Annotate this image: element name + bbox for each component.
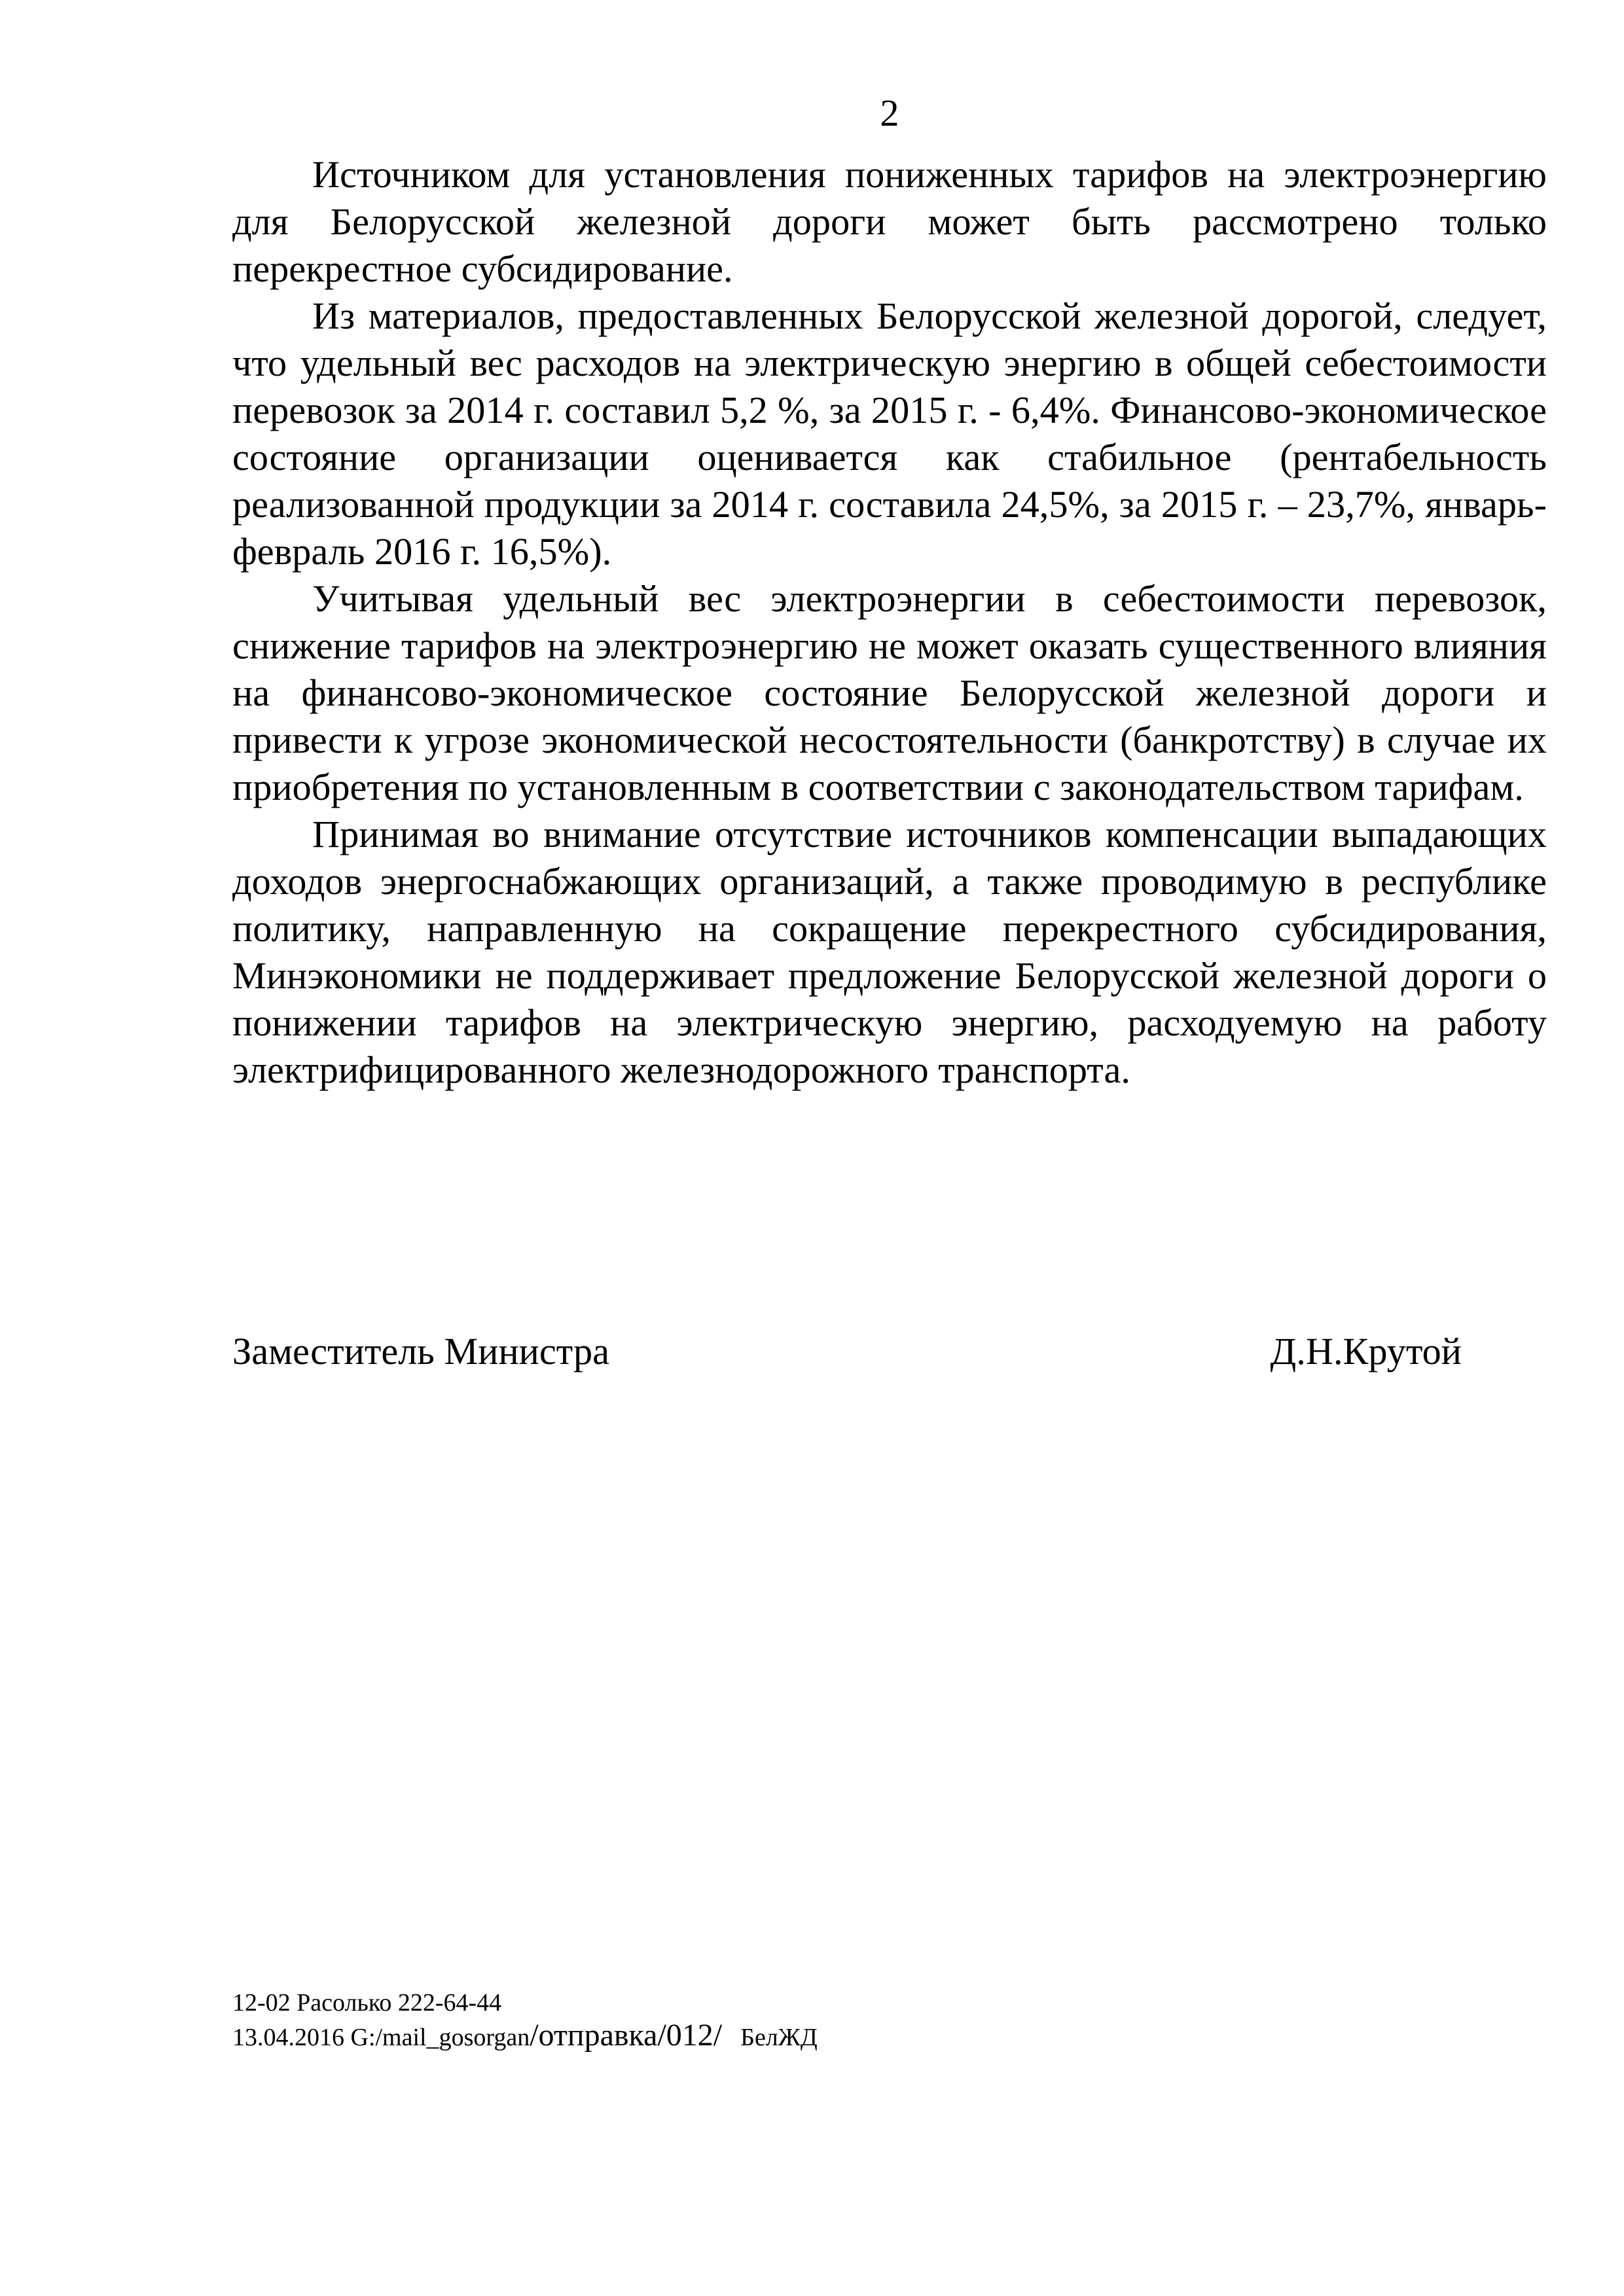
paragraph-cost-share-figures: Из материалов, предоставленных Белорусской железной дорогой, следует, что удельный вес расходов на электрическую энергию в общей себестоимости перевозок за 2014 г. составил 5,2 %, за 2015 г. - 6,4%. Финансово-экономическое состояние организации оценивается как стабильное (рентабельность реализованной продукции за 2014 г. составила 24,5%, за 2015 г. – 23,7%, январь-февраль 2016 г. 16,5%). [232, 295, 1547, 573]
signatory-title: Заместитель Министра [232, 1330, 609, 1372]
paragraph-source-of-tariffs: Источником для установления пониженных тарифов на электроэнергию для Белорусской железной дороги может быть рассмотрено только перекрестное субсидирование. [232, 153, 1547, 290]
paragraph-conclusion: Принимая во внимание отсутствие источников компенсации выпадающих доходов энергоснабжающих организаций, а также проводимую в республике политику, направленную на сокращение перекрестного субсидирования, Минэкономики не поддерживает предложение Белорусской железной дороги о понижении тарифов на электрическую энергию, расходуемую на работу электрифицированного железнодорожного транспорта. [232, 813, 1547, 1091]
footer [232, 1986, 818, 2054]
footer-date-and-path: 13.04.2016 G:/mail_gosorgan [232, 2024, 530, 2051]
paragraph-impact-assessment: Учитывая удельный вес электроэнергии в себестоимости перевозок, снижение тарифов на электроэнергию не может оказать существенного влияния на финансово-экономическое состояние Белорусской железной дороги и привести к угрозе экономической несостоятельности (банкротству) в случае их приобретения по установленным в соответствии с законодательством тарифам. [232, 577, 1547, 808]
signature-row [232, 1328, 1547, 1375]
footer-file-path-line [232, 2019, 818, 2054]
page-number: 2 [880, 92, 899, 134]
letter-body [232, 151, 1547, 1094]
footer-path-segment: /отправка/012/ [530, 2018, 723, 2053]
footer-doc-tag: БелЖД [740, 2024, 818, 2051]
footer-executor-line: 12-02 Расолько 222-64-44 [232, 1989, 502, 2017]
signatory-name: Д.Н.Крутой [1270, 1330, 1462, 1372]
